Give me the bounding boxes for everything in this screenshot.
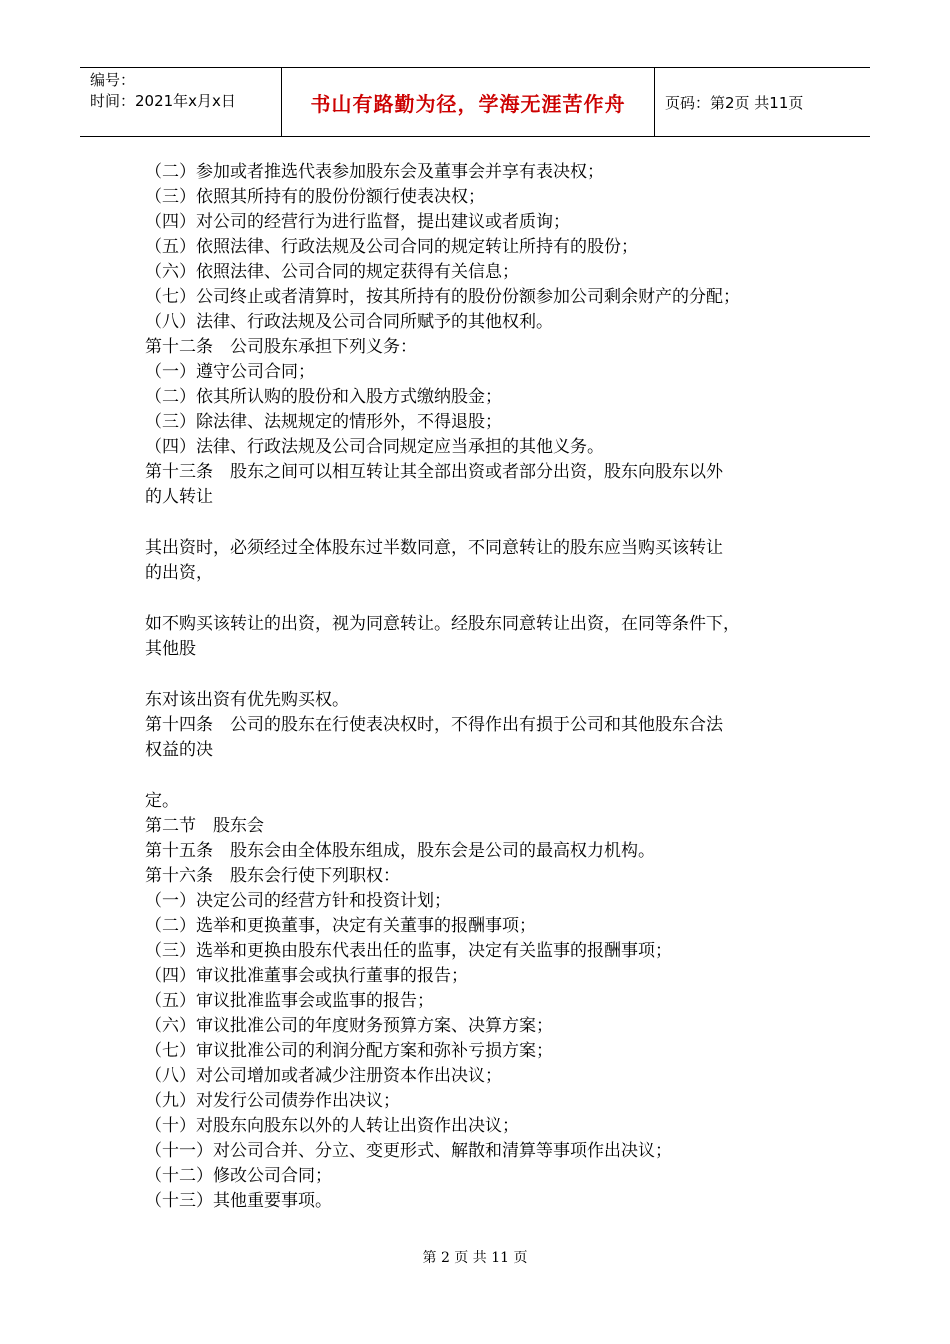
paragraph-gap [145, 586, 805, 612]
document-time-label: 时间：2021年x月x日 [90, 92, 236, 110]
body-line: 权益的决 [145, 740, 213, 760]
body-line: （一）遵守公司合同； [145, 362, 315, 382]
paragraph-gap [145, 662, 805, 688]
body-line: （十）对股东向股东以外的人转让出资作出决议； [145, 1116, 519, 1136]
paragraph-gap [145, 763, 805, 789]
body-line: （三）依照其所持有的股份份额行使表决权； [145, 187, 485, 207]
body-line: （九）对发行公司债券作出决议； [145, 1091, 400, 1111]
body-line: （六）审议批准公司的年度财务预算方案、决算方案； [145, 1016, 553, 1036]
body-line: 第十四条 公司的股东在行使表决权时，不得作出有损于公司和其他股东合法 [145, 715, 723, 735]
body-line: （十一）对公司合并、分立、变更形式、解散和清算等事项作出决议； [145, 1141, 672, 1161]
body-line: 第十五条 股东会由全体股东组成，股东会是公司的最高权力机构。 [145, 841, 655, 861]
body-line: （八）法律、行政法规及公司合同所赋予的其他权利。 [145, 312, 553, 332]
header-motto: 书山有路勤为径，学海无涯苦作舟 [282, 68, 655, 136]
body-line: （四）审议批准董事会或执行董事的报告； [145, 966, 468, 986]
body-line: （四）对公司的经营行为进行监督，提出建议或者质询； [145, 212, 570, 232]
body-line: （三）选举和更换由股东代表出任的监事，决定有关监事的报酬事项； [145, 941, 672, 961]
body-line: （八）对公司增加或者减少注册资本作出决议； [145, 1066, 502, 1086]
body-line: （七）审议批准公司的利润分配方案和弥补亏损方案； [145, 1041, 553, 1061]
body-line: （二）参加或者推选代表参加股东会及董事会并享有表决权； [145, 162, 604, 182]
page-header [80, 67, 870, 137]
body-line: 的出资， [145, 563, 213, 583]
body-line: （十三）其他重要事项。 [145, 1191, 332, 1211]
body-line: 定。 [145, 791, 179, 811]
body-line: （五）依照法律、行政法规及公司合同的规定转让所持有的股份； [145, 237, 638, 257]
body-line: （四）法律、行政法规及公司合同规定应当承担的其他义务。 [145, 437, 604, 457]
body-line: （一）决定公司的经营方针和投资计划； [145, 891, 451, 911]
paragraph-gap [145, 510, 805, 536]
body-line: 如不购买该转让的出资，视为同意转让。经股东同意转让出资，在同等条件下， [145, 614, 740, 634]
document-body [145, 160, 805, 1214]
body-line: 的人转让 [145, 487, 213, 507]
body-line: （三）除法律、法规规定的情形外，不得退股； [145, 412, 502, 432]
body-line: （二）依其所认购的股份和入股方式缴纳股金； [145, 387, 502, 407]
body-line: （七）公司终止或者清算时，按其所持有的股份份额参加公司剩余财产的分配； [145, 287, 740, 307]
body-line: 第十六条 股东会行使下列职权： [145, 866, 400, 886]
body-line: 东对该出资有优先购买权。 [145, 690, 349, 710]
body-line: 其出资时，必须经过全体股东过半数同意，不同意转让的股东应当购买该转让 [145, 538, 723, 558]
body-line: 其他股 [145, 639, 196, 659]
document-number-label: 编号： [90, 71, 136, 89]
body-line: （二）选举和更换董事，决定有关董事的报酬事项； [145, 916, 536, 936]
header-meta [80, 68, 282, 136]
body-line: （十二）修改公司合同； [145, 1166, 332, 1186]
body-line: 第十三条 股东之间可以相互转让其全部出资或者部分出资，股东向股东以外 [145, 462, 723, 482]
body-line: 第二节 股东会 [145, 816, 264, 836]
header-page-info: 页码：第2页 共11页 [665, 93, 804, 112]
page-footer: 第 2 页 共 11 页 [422, 1250, 528, 1266]
body-line: （五）审议批准监事会或监事的报告； [145, 991, 434, 1011]
body-line: （六）依照法律、公司合同的规定获得有关信息； [145, 262, 519, 282]
body-line: 第十二条 公司股东承担下列义务： [145, 337, 417, 357]
